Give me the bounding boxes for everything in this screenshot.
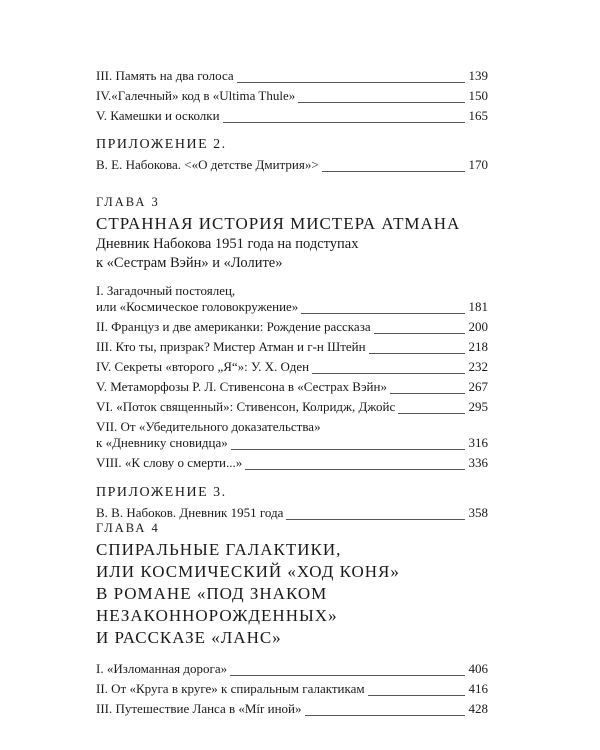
entry-title: В. Е. Набокова. <«О детстве Дмитрия»> xyxy=(96,157,322,172)
entry-title: V. Метаморфозы Р. Л. Стивенсона в «Сестрах Вэйн» xyxy=(96,379,390,394)
entry-page-number: 200 xyxy=(465,319,489,335)
toc-entry[interactable] xyxy=(96,359,488,375)
entry-title: VI. «Поток священный»: Стивенсон, Колридж, Джойс xyxy=(96,399,398,414)
toc-entry[interactable] xyxy=(96,455,488,471)
entry-page-number: 416 xyxy=(465,681,489,697)
entry-page-number: 139 xyxy=(465,68,489,84)
entry-title-continuation: к «Дневнику сновидца» xyxy=(96,435,231,450)
entry-page-number: 181 xyxy=(465,299,489,315)
chapter-title-line: В РОМАНЕ «ПОД ЗНАКОМ xyxy=(96,584,328,603)
toc-section-chapter2-tail xyxy=(96,68,488,173)
toc-entry[interactable] xyxy=(96,681,488,697)
appendix-heading: ПРИЛОЖЕНИЕ 3. xyxy=(96,485,227,500)
entry-page-number: 170 xyxy=(465,157,489,173)
toc-entry[interactable] xyxy=(96,419,488,451)
entry-page-number: 165 xyxy=(465,108,489,124)
entry-page-number: 316 xyxy=(465,435,489,451)
chapter-title: СТРАННАЯ ИСТОРИЯ МИСТЕРА АТМАНА xyxy=(96,214,461,233)
toc-entry-appendix[interactable] xyxy=(96,505,488,521)
toc-entry[interactable] xyxy=(96,88,488,104)
entry-title: VIII. «К слову о смерти...» xyxy=(96,455,245,470)
chapter-subtitle-line: Дневник Набокова 1951 года на подступах xyxy=(96,236,359,252)
toc-entry[interactable] xyxy=(96,108,488,124)
entry-title: IV.«Галечный» код в «Ultima Thule» xyxy=(96,88,298,103)
chapter-subtitle-line: к «Сестрам Вэйн» и «Лолите» xyxy=(96,255,283,271)
chapter-label: ГЛАВА 3 xyxy=(96,195,160,209)
entry-title: I. Загадочный постоялец, xyxy=(96,283,238,298)
toc-entry[interactable] xyxy=(96,319,488,335)
entry-title: II. От «Круга в круге» к спиральным галактикам xyxy=(96,681,368,696)
entry-page-number: 267 xyxy=(465,379,489,395)
toc-entry[interactable] xyxy=(96,68,488,84)
toc-section-chapter3 xyxy=(96,194,488,521)
toc-section-chapter4 xyxy=(96,520,488,717)
entry-title: II. Француз и две американки: Рождение рассказа xyxy=(96,319,374,334)
entry-page-number: 428 xyxy=(465,701,489,717)
chapter-title-line: НЕЗАКОННОРОЖДЕННЫХ» xyxy=(96,606,338,625)
entry-page-number: 406 xyxy=(465,661,489,677)
entry-title: VII. От «Убедительного доказательства» xyxy=(96,419,324,434)
appendix-heading: ПРИЛОЖЕНИЕ 2. xyxy=(96,137,227,152)
chapter-title-line: ИЛИ КОСМИЧЕСКИЙ «ХОД КОНЯ» xyxy=(96,562,400,581)
entry-title: V. Камешки и осколки xyxy=(96,108,223,123)
toc-entry[interactable] xyxy=(96,283,488,315)
entry-page-number: 232 xyxy=(465,359,489,375)
entry-page-number: 218 xyxy=(465,339,489,355)
toc-entry[interactable] xyxy=(96,339,488,355)
toc-entry[interactable] xyxy=(96,701,488,717)
chapter-title-line: И РАССКАЗЕ «ЛАНС» xyxy=(96,628,282,647)
entry-page-number: 336 xyxy=(465,455,489,471)
entry-title: В. В. Набоков. Дневник 1951 года xyxy=(96,505,286,520)
chapter-title-line: СПИРАЛЬНЫЕ ГАЛАКТИКИ, xyxy=(96,540,342,559)
entry-title: I. «Изломанная дорога» xyxy=(96,661,230,676)
entry-title: IV. Секреты «второго „Я“»: У. Х. Оден xyxy=(96,359,312,374)
entry-title-continuation: или «Космическое головокружение» xyxy=(96,299,301,314)
entry-title: III. Кто ты, призрак? Мистер Атман и г-н Штейн xyxy=(96,339,369,354)
entry-title: III. Путешествие Ланса в «Mír иной» xyxy=(96,701,305,716)
toc-entry[interactable] xyxy=(96,399,488,415)
toc-entry[interactable] xyxy=(96,661,488,677)
entry-page-number: 295 xyxy=(465,399,489,415)
toc-entry[interactable] xyxy=(96,379,488,395)
chapter-label: ГЛАВА 4 xyxy=(96,521,160,535)
entry-page-number: 150 xyxy=(465,88,489,104)
entry-title: III. Память на два голоса xyxy=(96,68,237,83)
toc-entry-appendix[interactable] xyxy=(96,157,488,173)
entry-page-number: 358 xyxy=(465,505,489,521)
